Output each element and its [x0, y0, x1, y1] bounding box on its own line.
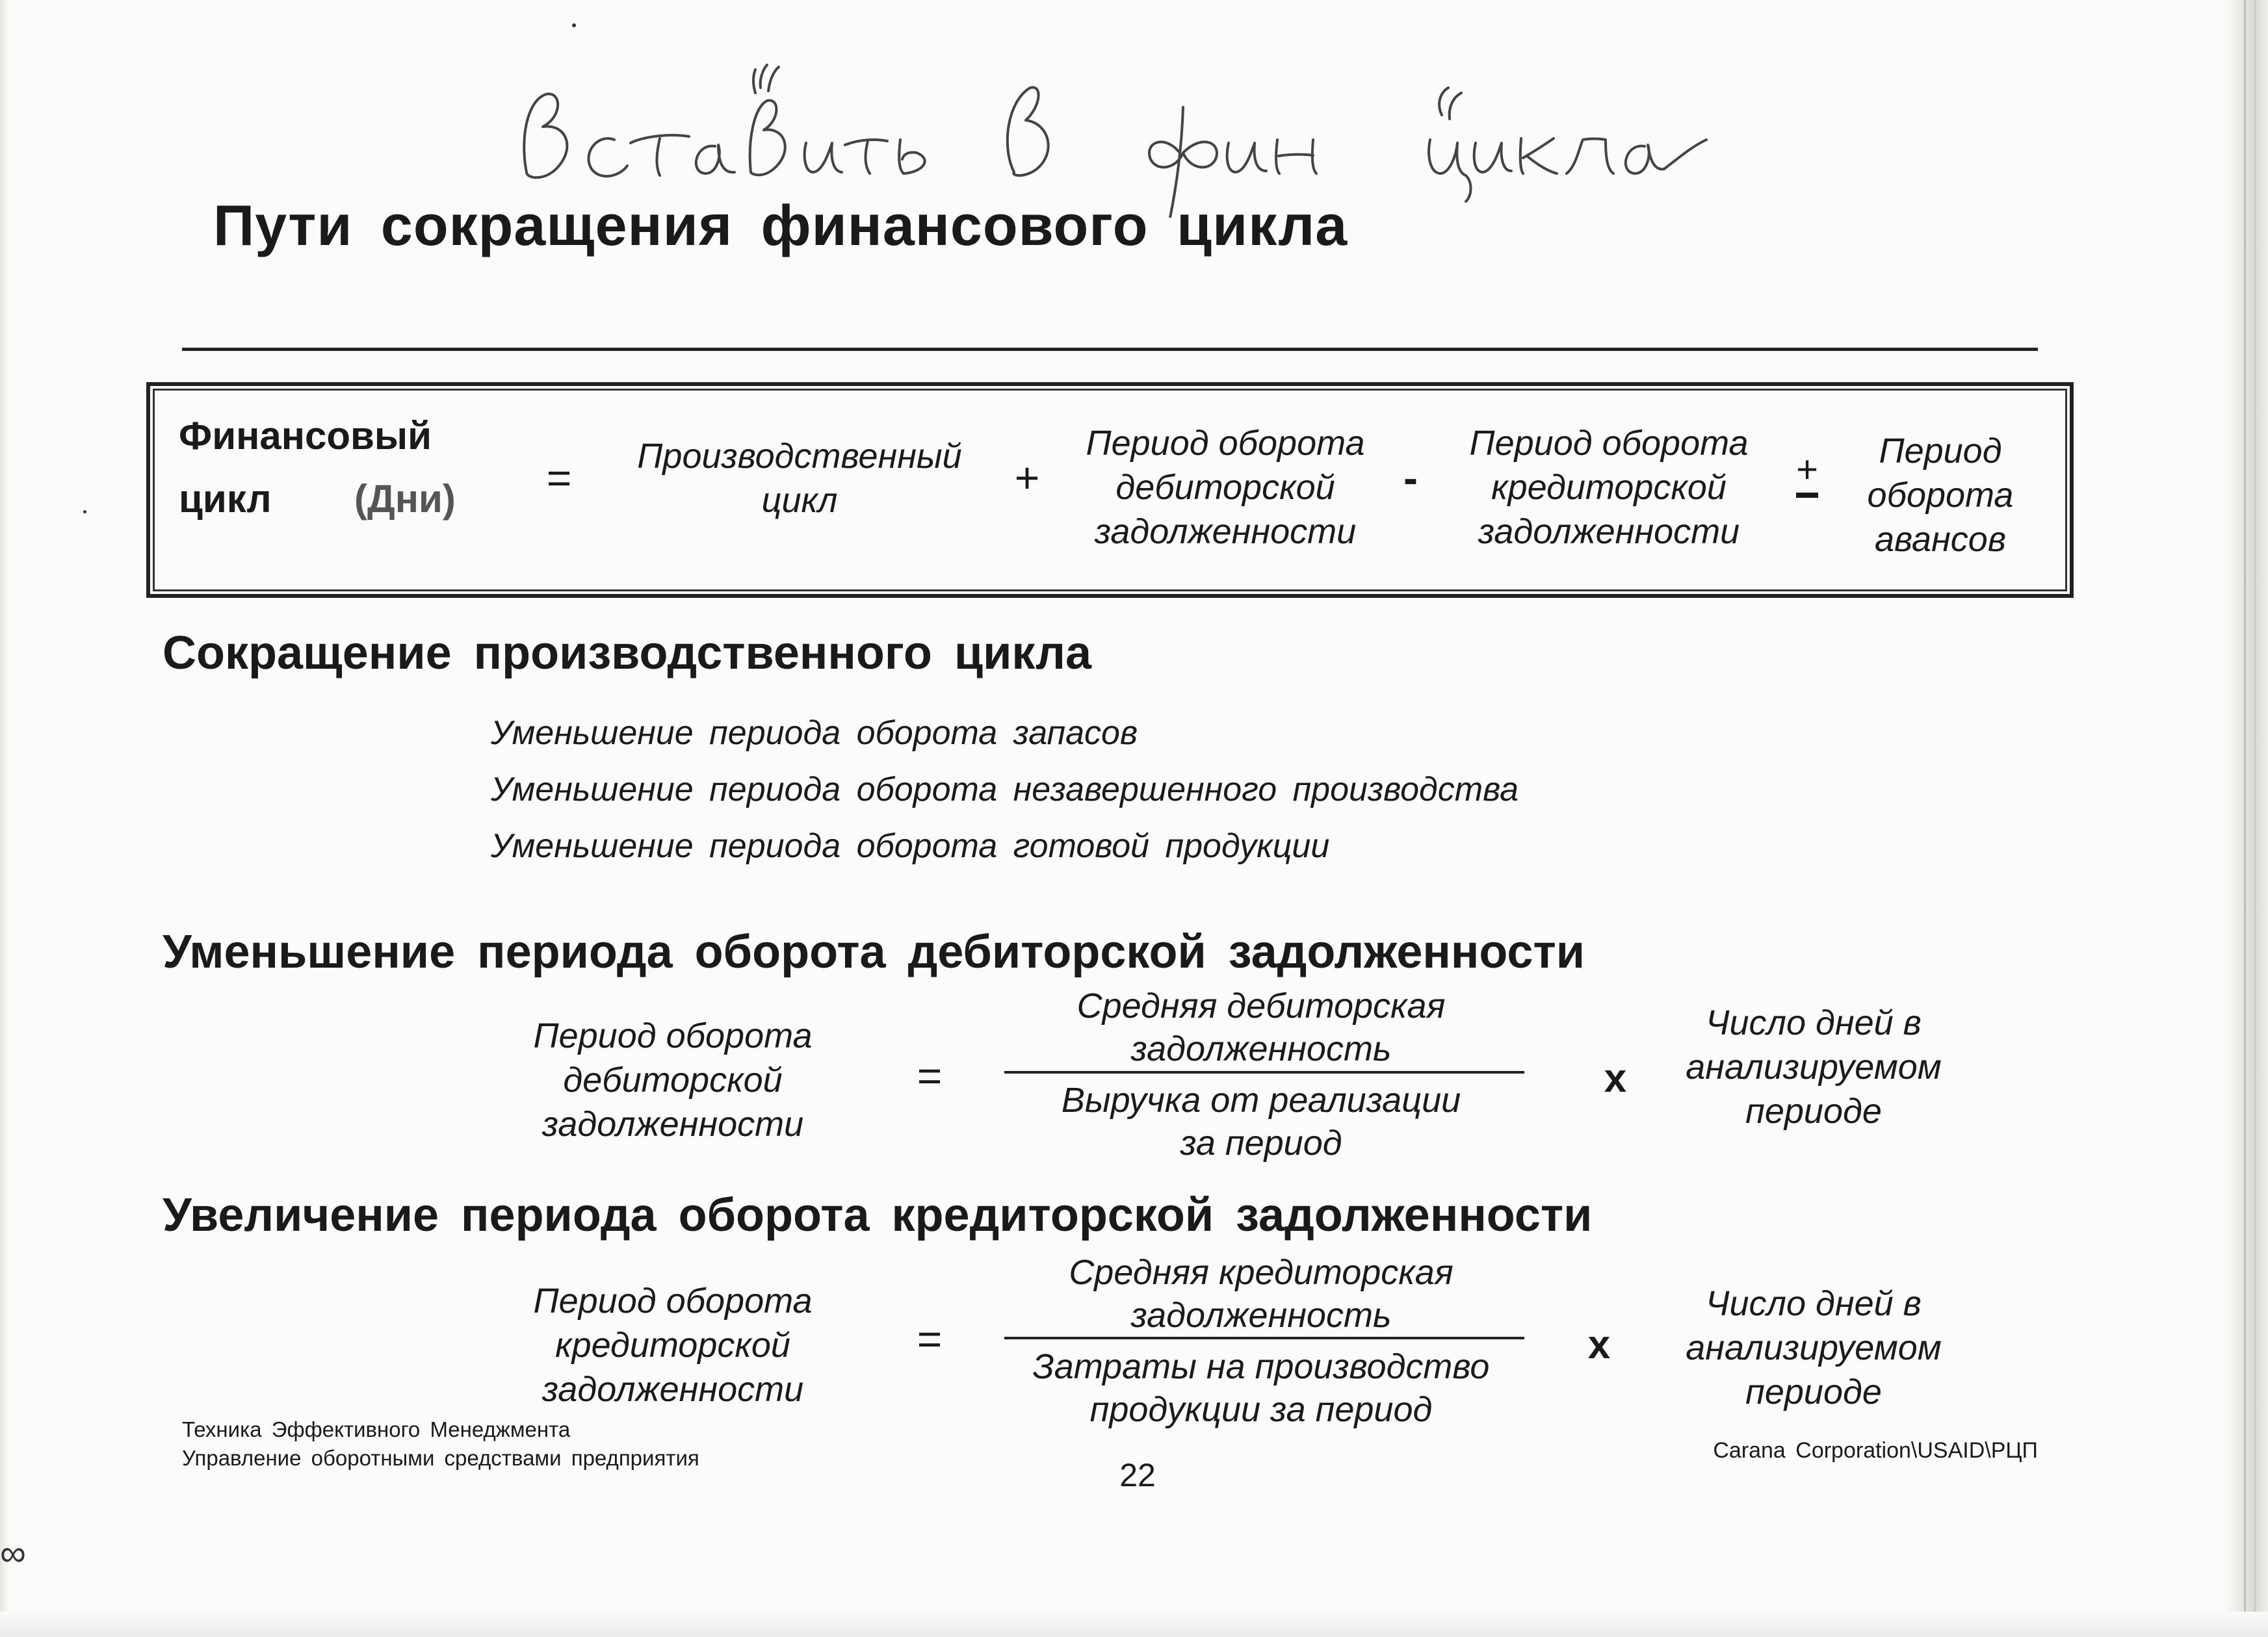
term-line: задолженности — [1094, 512, 1357, 551]
times-sign: x — [1604, 1056, 1627, 1101]
term-line: авансов — [1875, 520, 2006, 559]
fraction-bar — [1004, 1071, 1524, 1074]
equals-sign: = — [917, 1051, 943, 1100]
term-line: анализируемом — [1686, 1048, 1942, 1087]
list-item: Уменьшение периода оборота готовой продукции — [491, 827, 1330, 865]
page-number: 22 — [1119, 1457, 1156, 1493]
term-line: Средняя дебиторская — [1076, 986, 1446, 1025]
plus-minus-bar — [1796, 493, 1818, 498]
term-payables-turnover — [1440, 421, 1778, 558]
fraction-bar — [1004, 1337, 1524, 1339]
term-advances-turnover — [1840, 429, 2041, 565]
term-line: кредиторской — [1491, 468, 1727, 507]
plus-minus-top: + — [1796, 448, 1818, 491]
term-line: кредиторской — [555, 1326, 790, 1365]
plus-sign: + — [1014, 454, 1040, 502]
section-heading-receivables: Уменьшение периода оборота дебиторской задолженности — [163, 926, 1585, 978]
term-line: Средняя кредиторская — [1069, 1253, 1453, 1292]
section-heading-payables: Увеличение периода оборота кредиторской задолженности — [163, 1189, 1593, 1241]
receivables-days-factor — [1651, 1001, 1976, 1137]
term-line: периоде — [1745, 1373, 1882, 1411]
footer-line: Управление оборотными средствами предприятия — [182, 1446, 699, 1470]
term-line: за период — [1180, 1124, 1342, 1163]
term-line: дебиторской — [563, 1061, 783, 1100]
list-item: Уменьшение периода оборота запасов — [491, 714, 1138, 752]
section-heading-production: Сокращение производственного цикла — [163, 627, 1092, 679]
times-sign: x — [1587, 1322, 1611, 1367]
formula-lhs-line1: Финансовый — [179, 414, 432, 458]
term-line: Период оборота — [1086, 424, 1365, 463]
term-line: задолженность — [1130, 1296, 1392, 1335]
term-receivables-turnover — [1063, 421, 1388, 558]
page-bottom-edge — [0, 1612, 2268, 1637]
payables-days-factor — [1651, 1282, 1976, 1418]
receivables-denominator — [1001, 1079, 1521, 1167]
term-line: Период — [1879, 432, 2002, 470]
list-item: Уменьшение периода оборота незавершенного производства — [491, 771, 1519, 808]
payables-formula-lhs — [494, 1279, 852, 1415]
term-line: анализируемом — [1686, 1328, 1942, 1367]
footer-right: Carana Corporation\USAID\РЦП — [1713, 1438, 2038, 1463]
term-line: периоде — [1745, 1092, 1882, 1131]
term-line: Число дней в — [1706, 1003, 1922, 1042]
equals-sign: = — [917, 1315, 943, 1363]
term-line: Производственный — [637, 437, 962, 476]
minus-sign: - — [1403, 454, 1418, 502]
term-line: задолженности — [541, 1105, 804, 1144]
equals-sign: = — [546, 454, 572, 502]
payables-denominator — [1001, 1345, 1521, 1433]
term-line: Период оборота — [533, 1282, 813, 1321]
page-edge-line — [2254, 0, 2256, 1637]
plus-minus-sign — [1781, 448, 1833, 520]
formula-lhs-line2: цикл — [179, 477, 272, 521]
term-line: задолженности — [1478, 512, 1740, 551]
title-underline — [182, 348, 2038, 351]
page-left-edge — [0, 0, 9, 1637]
term-line: задолженность — [1130, 1029, 1392, 1068]
term-line: задолженности — [541, 1370, 804, 1409]
page-title: Пути сокращения финансового цикла — [213, 193, 1348, 257]
footer-left — [182, 1415, 962, 1480]
term-line: дебиторской — [1115, 468, 1335, 507]
formula-lhs-unit: (Дни) — [354, 477, 456, 521]
footer-line: Техника Эффективного Менеджмента — [182, 1417, 571, 1441]
term-line: Период оборота — [1469, 424, 1749, 463]
infinity-pen-mark-icon: ∞ — [0, 1532, 26, 1573]
term-line: оборота — [1867, 476, 2014, 515]
receivables-numerator — [1001, 985, 1521, 1072]
term-line: цикл — [761, 481, 838, 520]
term-line: продукции за период — [1089, 1390, 1433, 1429]
term-line: Число дней в — [1706, 1284, 1922, 1323]
term-production-cycle — [605, 434, 995, 525]
term-line: Выручка от реализации — [1061, 1081, 1461, 1120]
scan-speck — [83, 510, 86, 513]
term-line: Период оборота — [533, 1016, 813, 1055]
receivables-formula-lhs — [494, 1014, 852, 1150]
term-line: Затраты на производство — [1032, 1347, 1490, 1386]
payables-numerator — [1001, 1251, 1521, 1339]
scan-speck — [572, 23, 576, 27]
page-edge-line — [2244, 0, 2246, 1637]
